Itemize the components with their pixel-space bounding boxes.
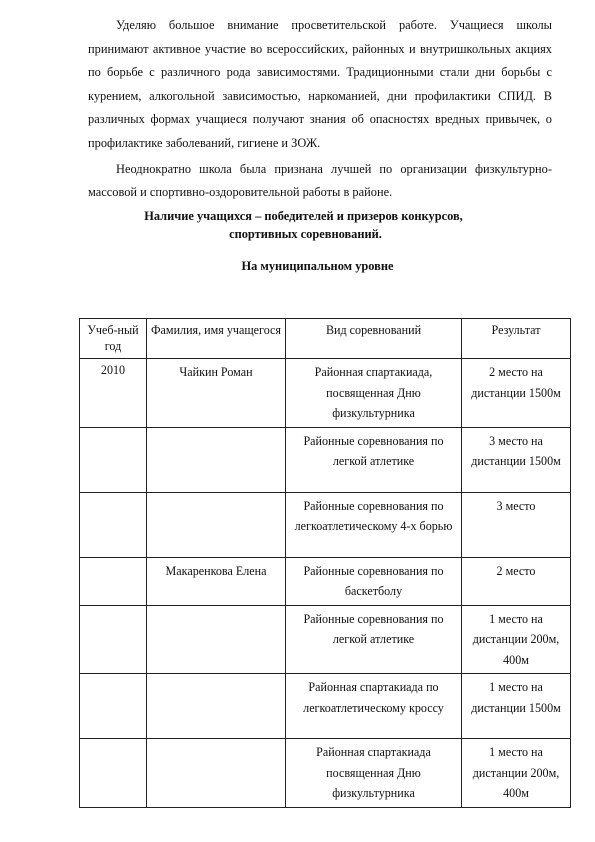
cell-result: 3 место на дистанции 1500м — [462, 427, 571, 492]
table-header-row — [80, 319, 571, 359]
cell-result: 1 место на дистанции 1500м — [462, 674, 571, 739]
header-result: Результат — [462, 319, 571, 359]
cell-year: 2010 — [80, 359, 147, 428]
cell-competition: Районные соревнования по баскетболу — [286, 557, 462, 605]
cell-year — [80, 427, 147, 492]
section-heading-line1: Наличие учащихся – победителей и призеров конкурсов, — [144, 208, 463, 223]
cell-year — [80, 557, 147, 605]
cell-competition: Районные соревнования по легкой атлетике — [286, 427, 462, 492]
cell-year — [80, 492, 147, 557]
table-row — [80, 492, 571, 557]
cell-competition: Районная спартакиада по легкоатлетическому кроссу — [286, 674, 462, 739]
table-row — [80, 427, 571, 492]
cell-competition: Районная спартакиада, посвященная Дню физкультурника — [286, 359, 462, 428]
cell-year — [80, 739, 147, 808]
table-row — [80, 359, 571, 428]
header-competition: Вид соревнований — [286, 319, 462, 359]
cell-name — [147, 492, 286, 557]
header-name: Фамилия, имя учащегося — [147, 319, 286, 359]
table-row — [80, 605, 571, 674]
table-row — [80, 557, 571, 605]
cell-competition: Районные соревнования по легкоатлетическому 4-х борью — [286, 492, 462, 557]
cell-result: 1 место на дистанции 200м, 400м — [462, 605, 571, 674]
cell-year — [80, 605, 147, 674]
cell-competition: Районная спартакиада посвященная Дню физкультурника — [286, 739, 462, 808]
paragraph-school-award: Неоднократно школа была признана лучшей по организации физкультурно-массовой и спортивно-оздоровительной работы в районе. — [88, 161, 552, 200]
cell-name — [147, 739, 286, 808]
table-row — [80, 739, 571, 808]
section-subheading: На муниципальном уровне — [241, 258, 394, 273]
header-year: Учеб-ный год — [80, 319, 147, 359]
cell-year — [80, 674, 147, 739]
cell-result: 2 место на дистанции 1500м — [462, 359, 571, 428]
cell-name — [147, 427, 286, 492]
section-heading-line2: спортивных соревнований. — [229, 226, 382, 241]
cell-result: 2 место — [462, 557, 571, 605]
cell-name — [147, 674, 286, 739]
cell-result: 3 место — [462, 492, 571, 557]
table-row — [80, 674, 571, 739]
cell-result: 1 место на дистанции 200м, 400м — [462, 739, 571, 808]
paragraph-education: Уделяю большое внимание просветительской работе. Учащиеся школы принимают активное участие во всероссийских, районных и внутришкольных акциях по борьбе с различного рода зависимостями. Традиционными стали дни борьбы с курением, алкогольной зависимостью, наркоманией, дни профилактики СПИД. В различных формах учащиеся получают знания об опасностях вредных привычек, о профилактике заболеваний, гигиене и ЗОЖ. — [88, 18, 552, 150]
cell-name: Макаренкова Елена — [147, 557, 286, 605]
results-table — [79, 318, 571, 808]
cell-name — [147, 605, 286, 674]
cell-competition: Районные соревнования по легкой атлетике — [286, 605, 462, 674]
cell-name: Чайкин Роман — [147, 359, 286, 428]
